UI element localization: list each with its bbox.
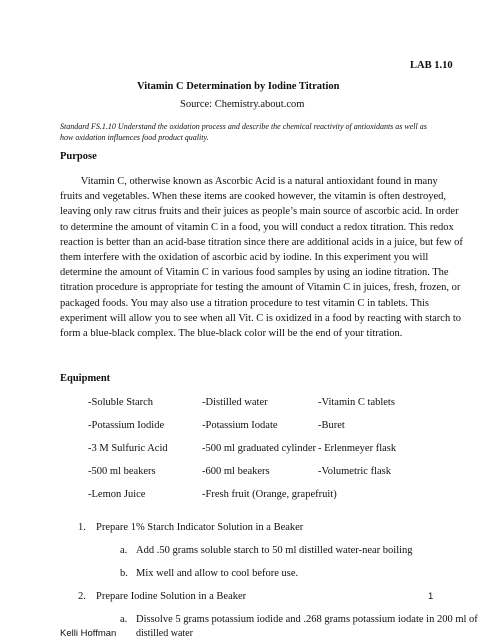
standard-line: Standard FS.1.10 Understand the oxidation process and describe the chemical reactivity of antioxidants as well as bbox=[60, 122, 427, 131]
substep-text: Add .50 grams soluble starch to 50 ml distilled water-near boiling bbox=[136, 545, 413, 556]
substep-text: Dissolve 5 grams potassium iodide and .268 grams potassium iodate in 200 ml of bbox=[136, 614, 478, 625]
purpose-line: leaving only raw citrus fruits and their juices as people’s main source of ascorbic acid. In order bbox=[60, 206, 459, 218]
document-title: Vitamin C Determination by Iodine Titration bbox=[137, 81, 340, 92]
equipment-item: -Fresh fruit (Orange, grapefruit) bbox=[202, 489, 337, 500]
equipment-item: -Lemon Juice bbox=[88, 489, 146, 500]
purpose-line: Vitamin C, otherwise known as Ascorbic Acid is a natural antioxidant found in many bbox=[60, 176, 438, 187]
equipment-item: -Potassium Iodide bbox=[88, 420, 165, 431]
lab-number: LAB 1.10 bbox=[410, 60, 453, 71]
standard-statement bbox=[60, 122, 427, 143]
purpose-line: to determine the amount of vitamin C in a food, you will conduct a redox titration. This redox bbox=[60, 221, 454, 233]
equipment-item: -3 M Sulfuric Acid bbox=[88, 443, 168, 454]
equipment-item: -Potassium Iodate bbox=[202, 420, 278, 431]
footer-author: Kelli Hoffman bbox=[60, 628, 117, 639]
purpose-paragraph bbox=[60, 174, 463, 341]
purpose-line: form a blue-black complex. The blue-black color will be the end of your titration. bbox=[60, 328, 403, 340]
step-number: 2. bbox=[78, 591, 86, 602]
substep-letter: b. bbox=[120, 568, 128, 579]
step-text: Prepare Iodine Solution in a Beaker bbox=[96, 591, 247, 602]
step-number: 1. bbox=[78, 522, 86, 533]
equipment-item: -Buret bbox=[318, 420, 345, 431]
purpose-line: titration procedure is appropriate for testing the amount of Vitamin C in juices, fresh, frozen, or bbox=[60, 282, 461, 294]
substep-text: distilled water bbox=[136, 628, 193, 639]
purpose-line: experiment will allow you to see when all Vit. C is oxidized in a food by reacting with starch to bbox=[60, 312, 462, 324]
equipment-item: -600 ml beakers bbox=[202, 466, 270, 477]
equipment-item: -Vitamin C tablets bbox=[318, 397, 395, 408]
purpose-line: determine the amount of Vitamin C in various food samples by using an iodine titration. The bbox=[60, 267, 449, 279]
purpose-line: them interfere with the oxidation of ascorbic acid by iodine. In this experiment you will bbox=[60, 252, 429, 264]
substep-letter: a. bbox=[120, 545, 128, 556]
standard-line: how oxidation influences food product quality. bbox=[60, 132, 209, 142]
purpose-line: packaged foods. You may also use a titration procedure to test vitamin C in tablets. This bbox=[60, 297, 429, 309]
equipment-heading: Equipment bbox=[60, 373, 111, 384]
substep-letter: a. bbox=[120, 614, 128, 625]
page-number: 1 bbox=[428, 591, 434, 602]
equipment-item: -Volumetric flask bbox=[318, 466, 391, 477]
equipment-item: -500 ml beakers bbox=[88, 466, 156, 477]
equipment-item: -Distilled water bbox=[202, 397, 268, 408]
step-text: Prepare 1% Starch Indicator Solution in a Beaker bbox=[96, 522, 304, 533]
equipment-item: - Erlenmeyer flask bbox=[318, 443, 397, 454]
purpose-line: fruits and vegetables. When these items are cooked however, the vitamin is often destroyed, bbox=[60, 191, 447, 203]
substep-text: Mix well and allow to cool before use. bbox=[136, 568, 299, 579]
purpose-heading: Purpose bbox=[60, 151, 97, 162]
equipment-item: -Soluble Starch bbox=[88, 397, 154, 408]
equipment-item: -500 ml graduated cylinder bbox=[202, 443, 317, 454]
source-line: Source: Chemistry.about.com bbox=[180, 99, 305, 110]
purpose-line: reaction is better than an acid-base titration since there are additional acids in a juice, but few of bbox=[60, 236, 463, 248]
